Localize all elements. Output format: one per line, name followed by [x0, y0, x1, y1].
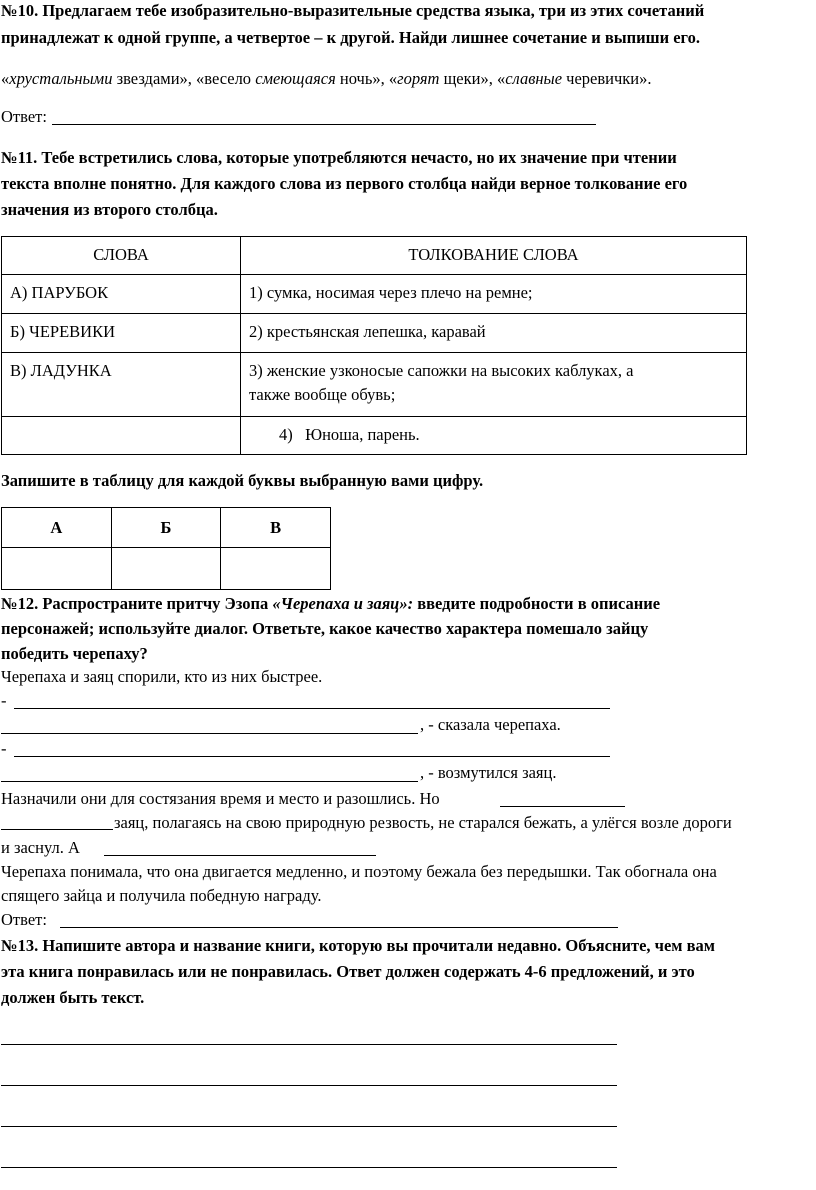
task11-heading-line2: текста вполне понятно. Для каждого слова из первого столбца найди верное толкование его	[1, 174, 688, 193]
turtle-reply-line-2[interactable]	[1, 733, 418, 734]
essay-line-2[interactable]	[1, 1085, 617, 1086]
answer-cell-c[interactable]	[221, 548, 331, 590]
task10-heading-line2: принадлежат к одной группе, а четвертое – к другой. Найди лишнее сочетание и выпиши его.	[1, 28, 700, 47]
phrase-2: «весело смеющаяся ночь»,	[196, 69, 389, 88]
answer-cell-b[interactable]	[111, 548, 221, 590]
meaning-cell-3: 3) женские узконосые сапожки на высоких каблуках, а также вообще обувь;	[241, 353, 747, 417]
answer-table	[1, 507, 331, 590]
answer-header-a: А	[2, 508, 112, 548]
task11-heading-line3: значения из второго столбца.	[1, 200, 218, 219]
dialog-dash-1: -	[1, 691, 7, 710]
story-line-4: и заснул. А	[1, 838, 80, 857]
story-blank-2[interactable]	[1, 829, 113, 830]
word-cell-a: А) ПАРУБОК	[2, 275, 241, 314]
meaning-cell-2: 2) крестьянская лепешка, каравай	[241, 314, 747, 353]
said-hare-text: , - возмутился заяц.	[420, 763, 557, 782]
hare-reply-line-2[interactable]	[1, 781, 418, 782]
story-line-3: заяц, полагаясь на свою природную резвость, не старался бежать, а улёгся возле дороги	[114, 813, 732, 832]
task11-heading-line1: №11. Тебе встретились слова, которые употребляются нечасто, но их значение при чтении	[1, 148, 677, 167]
meanings-header: ТОЛКОВАНИЕ СЛОВА	[241, 237, 747, 275]
task12-heading-line2: персонажей; используйте диалог. Ответьте, какое качество характера помешало зайцу	[1, 619, 649, 638]
answer-cell-a[interactable]	[2, 548, 112, 590]
essay-line-4[interactable]	[1, 1167, 617, 1168]
essay-line-3[interactable]	[1, 1126, 617, 1127]
task10-answer-label: Ответ:	[1, 107, 47, 126]
phrase-4: «славные черевички».	[496, 69, 652, 88]
word-cell-empty	[2, 417, 241, 455]
task11-instruction: Запишите в таблицу для каждой буквы выбранную вами цифру.	[1, 471, 484, 490]
answer-header-c: В	[221, 508, 331, 548]
words-table	[1, 236, 747, 455]
essay-line-1[interactable]	[1, 1044, 617, 1045]
task12-heading-line3: победить черепаху?	[1, 644, 148, 663]
phrase-3: «горят щеки»,	[388, 69, 497, 88]
task12-answer-label: Ответ:	[1, 910, 47, 929]
story-line-5: Черепаха понимала, что она двигается медленно, и поэтому бежала без передышки. Так обогнала она	[1, 862, 717, 881]
task10-phrases	[1, 69, 652, 89]
hare-reply-line-1[interactable]	[14, 756, 610, 757]
word-cell-b: Б) ЧЕРЕВИКИ	[2, 314, 241, 353]
phrase-1: «хрустальными звездами»,	[1, 69, 197, 88]
word-cell-c: В) ЛАДУНКА	[2, 353, 241, 417]
meaning-cell-4: 4) Юноша, парень.	[241, 417, 747, 455]
words-header: СЛОВА	[2, 237, 241, 275]
story-blank-3[interactable]	[104, 855, 376, 856]
task10-heading-line1: №10. Предлагаем тебе изобразительно-выразительные средства языка, три из этих сочетаний	[1, 1, 705, 20]
said-turtle-text: , - сказала черепаха.	[420, 715, 561, 734]
dialog-dash-2: -	[1, 739, 7, 758]
task13-heading-line1: №13. Напишите автора и название книги, которую вы прочитали недавно. Объясните, чем вам	[1, 936, 716, 955]
answer-header-b: Б	[111, 508, 221, 548]
turtle-reply-line-1[interactable]	[14, 708, 610, 709]
task13-heading-line2: эта книга понравилась или не понравилась. Ответ должен содержать 4-6 предложений, и это	[1, 962, 695, 981]
story-line-1: Черепаха и заяц спорили, кто из них быстрее.	[1, 667, 323, 686]
story-blank-1[interactable]	[500, 806, 625, 807]
story-line-2: Назначили они для состязания время и место и разошлись. Но	[1, 789, 440, 808]
meaning-cell-1: 1) сумка, носимая через плечо на ремне;	[241, 275, 747, 314]
story-line-6: спящего зайца и получила победную награду.	[1, 886, 322, 905]
task12-heading-line1: №12. Распространите притчу Эзопа «Черепаха и заяц»: введите подробности в описание	[1, 594, 661, 613]
task12-answer-line[interactable]	[60, 927, 618, 928]
task10-answer-line[interactable]	[52, 124, 596, 125]
task13-heading-line3: должен быть текст.	[1, 988, 145, 1007]
